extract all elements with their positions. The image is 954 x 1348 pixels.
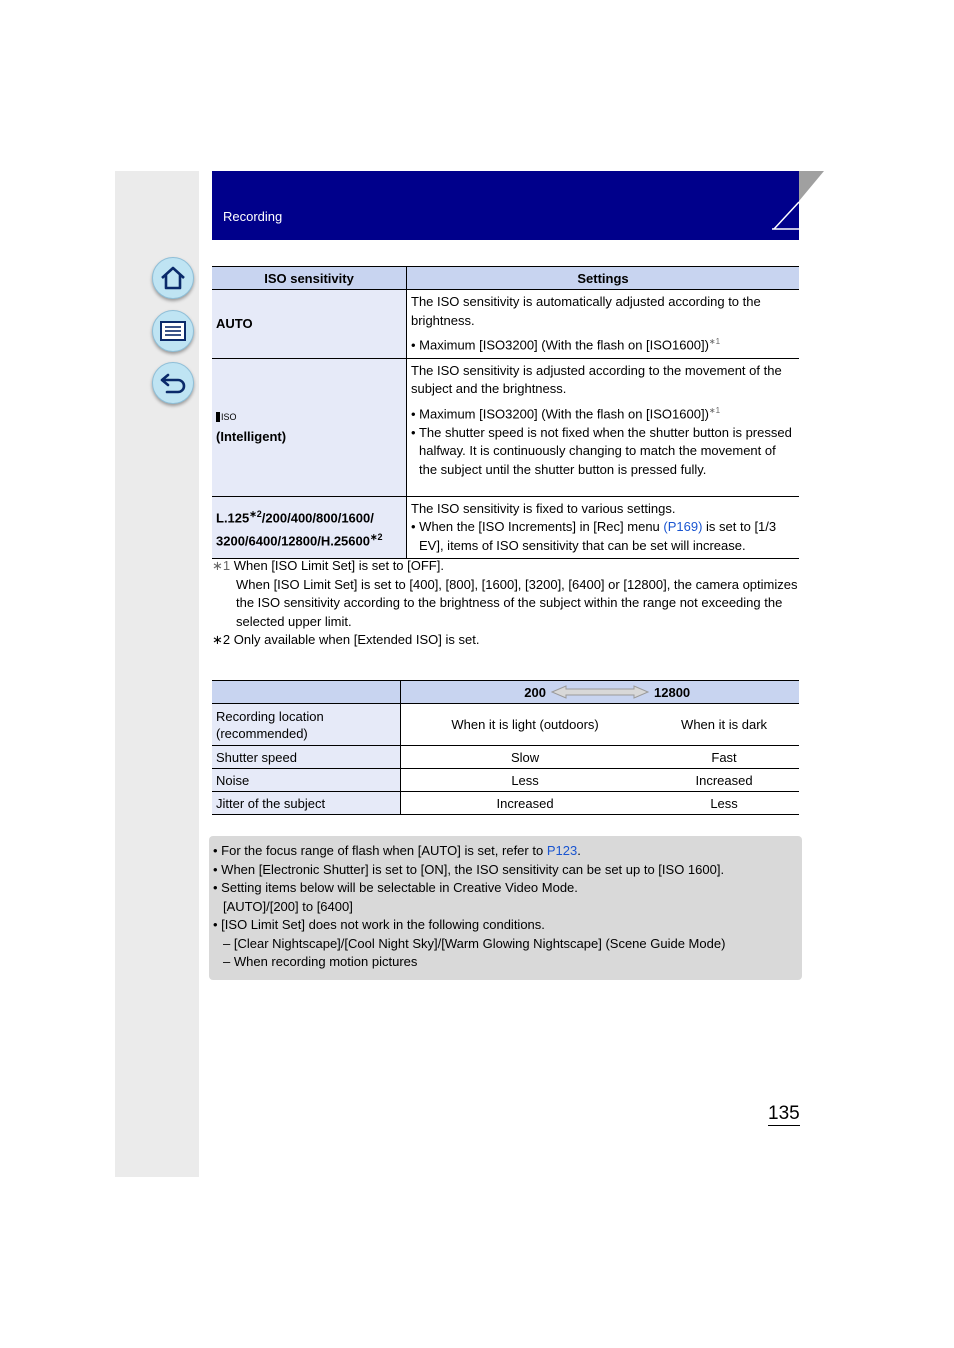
page-number: 135 [768,1103,800,1124]
row-settings-auto [407,290,800,359]
note-item: • Setting items below will be selectable in Creative Video Mode. [213,880,578,895]
row-settings-fixed [407,496,800,559]
compare-row-label: Noise [212,769,401,792]
range-arrow-icon [550,685,650,699]
header-bar [212,171,799,240]
compare-low: Increased [401,792,650,815]
home-icon [159,265,187,291]
desc: The ISO sensitivity is fixed to various settings. [411,500,676,516]
note-item: • [ISO Limit Set] does not work in the following conditions. [213,917,545,932]
compare-low: Slow [401,746,650,769]
footnote-2: ∗2 Only available when [Extended ISO] is set. [212,632,480,647]
menu-button[interactable] [152,310,194,352]
compare-row-label: Jitter of the subject [212,792,401,815]
section-title: Recording [223,209,283,224]
compare-high: Less [649,792,799,815]
intelligent-iso-icon: ISO [216,408,237,427]
bullet: • Maximum [ISO3200] (With the flash on [ISO1600])$^{∗1}$ [411,405,721,422]
desc: The ISO sensitivity is adjusted according to the movement of the subject and the brightness. [411,362,782,397]
compare-low: Less [401,769,650,792]
note-subitem: [AUTO]/[200] to [6400] [223,898,353,914]
row-settings-intelligent [407,358,800,496]
note-subitem: – [Clear Nightscape]/[Cool Night Sky]/[Warm Glowing Nightscape] (Scene Guide Mode) [223,935,726,951]
iso-comparison-table [212,680,799,815]
menu-list-icon [159,320,187,342]
back-arrow-icon [159,371,187,395]
note-item: • For the focus range of flash when [AUTO] is set, refer to P123. [213,843,581,858]
link-p123[interactable]: P123 [546,843,578,858]
footnotes [212,557,802,650]
back-button[interactable] [152,362,194,404]
note-subitem: – When recording motion pictures [223,954,418,969]
iso-low-label: 200 [524,684,546,700]
col-header-settings: Settings [407,267,800,290]
col-header-iso: ISO sensitivity [212,267,407,290]
compare-low: When it is light (outdoors) [401,704,650,746]
compare-high: Increased [649,769,799,792]
compare-header-blank [212,681,401,704]
desc: The ISO sensitivity is automatically adjusted according to the brightness. [411,294,761,328]
footnote-1-detail: When [ISO Limit Set] is set to [400], [800], [1600], [3200], [6400] or [12800], the camera optimizes the ISO sensitivity according to the brightness of the subject within the range not exceeding the selected upper limit. [236,576,798,629]
compare-row-label: Shutter speed [212,746,401,769]
row-label-intelligent: ISO (Intelligent) [212,358,407,496]
note-item: • When [Electronic Shutter] is set to [ON], the ISO sensitivity can be set up to [ISO 1600]. [213,861,725,877]
notes-box [209,836,802,980]
bullet: • The shutter speed is not fixed when the shutter button is pressed halfway. It is continuously changing to match the movement of the subject until the shutter button is pressed fully. [411,424,792,477]
header-corner-decoration [772,171,824,240]
bullet: • When the [ISO Increments] in [Rec] menu (P169) is set to [1/3 EV], items of ISO sensitivity that can be set will increase. [411,519,777,553]
footnote-1: ∗1 When [ISO Limit Set] is set to [OFF]. [212,558,444,573]
iso-high-label: 12800 [654,684,691,700]
compare-row-label: Recording location (recommended) [212,704,401,746]
link-p169[interactable]: (P169) [663,519,703,535]
compare-high: Fast [649,746,799,769]
compare-high: When it is dark [649,704,799,746]
compare-header-scale [401,681,800,704]
iso-sensitivity-table [212,266,799,559]
bullet: • Maximum [ISO3200] (With the flash on [ISO1600])$^{∗1}$ [411,337,721,353]
row-label-fixed: $L.125^{∗2}/200/400/800/1600/$ $3200/6400/12800/H.25600^{∗2}$ [212,496,407,559]
home-button[interactable] [152,257,194,299]
row-label-auto: AUTO [212,290,407,359]
